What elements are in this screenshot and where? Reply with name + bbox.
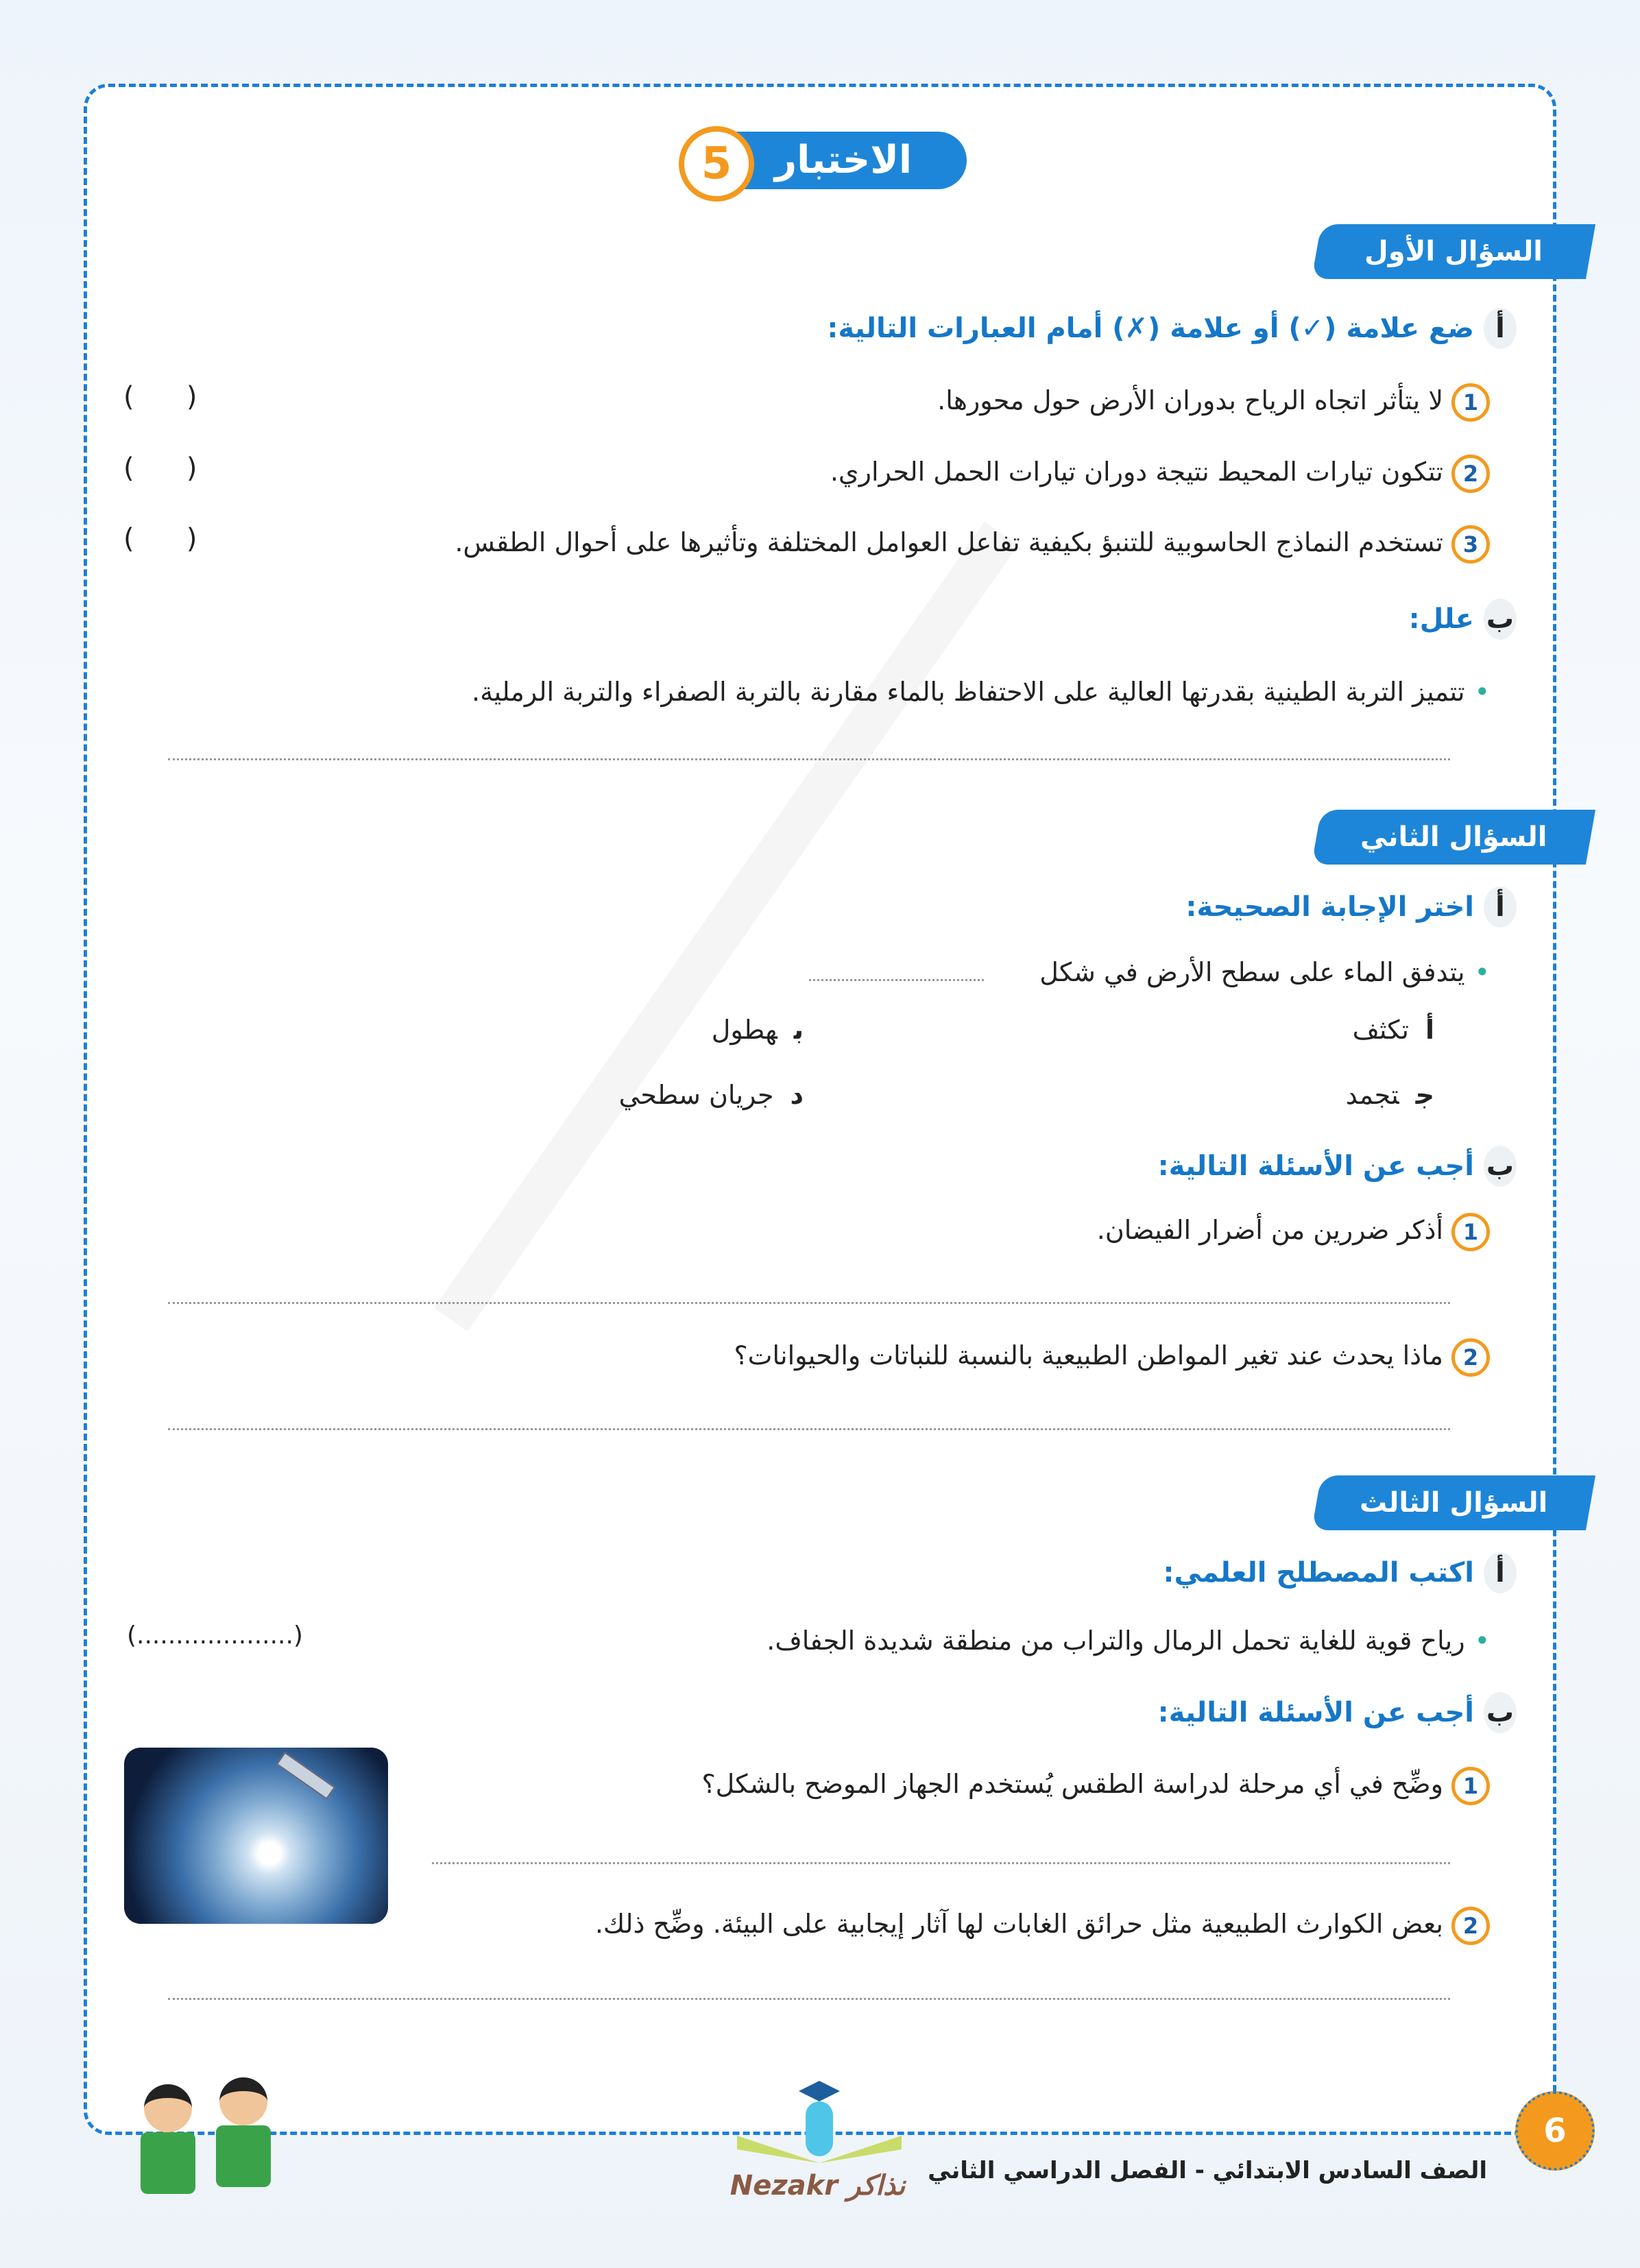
- q3-a-instruction: أاكتب المصطلح العلمي:: [1163, 1552, 1517, 1593]
- q3-a-text: •رياح قوية للغاية تحمل الرمال والتراب من منطقة شديدة الجفاف.: [767, 1626, 1490, 1656]
- footer-text: الصف السادس الابتدائي - الفصل الدراسي الثاني: [928, 2157, 1487, 2184]
- q3-b-instruction: بأجب عن الأسئلة التالية:: [1158, 1692, 1517, 1733]
- section-header-q2: السؤال الثاني: [1312, 810, 1595, 865]
- q1-a-instruction: أضع علامة (✓) أو علامة (✗) أمام العبارات التالية:: [827, 308, 1517, 349]
- q2-b-item: 1أذكر ضررين من أضرار الفيضان.: [1097, 1209, 1490, 1251]
- option-c[interactable]: جتجمد: [1345, 1080, 1434, 1110]
- answer-line[interactable]: [168, 1428, 1450, 1430]
- kids-illustration: [117, 2071, 309, 2221]
- answer-box[interactable]: ( ): [123, 381, 197, 413]
- section-header-q3: السؤال الثالث: [1312, 1475, 1595, 1530]
- satellite-icon: [276, 1752, 335, 1800]
- test-number: 5: [679, 126, 754, 202]
- test-title: الاختبار: [720, 132, 967, 189]
- q2-b-instruction: بأجب عن الأسئلة التالية:: [1158, 1146, 1517, 1187]
- option-a[interactable]: أتكثف: [1352, 1015, 1434, 1045]
- q1-item: 2تتكون تيارات المحيط نتيجة دوران تيارات الحمل الحراري.: [830, 451, 1490, 493]
- answer-line[interactable]: [168, 758, 1450, 760]
- blank-line[interactable]: [809, 979, 984, 981]
- option-b[interactable]: بهطول: [711, 1015, 804, 1045]
- graduation-cap-icon: [799, 2081, 840, 2101]
- q1-b-instruction: بعلل:: [1409, 599, 1517, 640]
- satellite-hurricane-image: [124, 1748, 388, 1924]
- option-d[interactable]: دجريان سطحي: [618, 1080, 804, 1110]
- test-title-badge: [679, 126, 967, 195]
- q1-b-text: •تتميز التربة الطينية بقدرتها العالية على الاحتفاظ بالماء مقارنة بالتربة الصفراء والتربة الرملية.: [472, 677, 1490, 707]
- answer-box[interactable]: ( ): [123, 453, 197, 484]
- answer-line[interactable]: [432, 1862, 1450, 1864]
- q2-b-item: 2ماذا يحدث عند تغير المواطن الطبيعية بالنسبة للنباتات والحيوانات؟: [734, 1335, 1490, 1377]
- answer-line[interactable]: [168, 1302, 1450, 1304]
- nezakr-logo: Nezakr نذاكر: [723, 2081, 912, 2218]
- q1-item: 1لا يتأثر اتجاه الرياح بدوران الأرض حول محورها.: [937, 380, 1490, 422]
- q3-b-item: 1وضِّح في أي مرحلة لدراسة الطقس يُستخدم الجهاز الموضح بالشكل؟: [701, 1763, 1490, 1805]
- page-number: 6: [1515, 2091, 1595, 2171]
- section-header-q1: السؤال الأول: [1312, 224, 1595, 279]
- q3-b-item: 2بعض الكوارث الطبيعية مثل حرائق الغابات لها آثار إيجابية على البيئة. وضِّح ذلك.: [595, 1903, 1490, 1945]
- q2-a-instruction: أاختر الإجابة الصحيحة:: [1185, 886, 1517, 928]
- answer-box[interactable]: ( ): [123, 523, 197, 555]
- answer-box[interactable]: (....................): [127, 1621, 303, 1650]
- q1-item: 3تستخدم النماذج الحاسوبية للتنبؤ بكيفية تفاعل العوامل المختلفة وتأثيرها على أحوال الطقس.: [455, 522, 1490, 564]
- answer-line[interactable]: [168, 1998, 1450, 2000]
- q2-a-stem: •يتدفق الماء على سطح الأرض في شكل: [1039, 957, 1490, 987]
